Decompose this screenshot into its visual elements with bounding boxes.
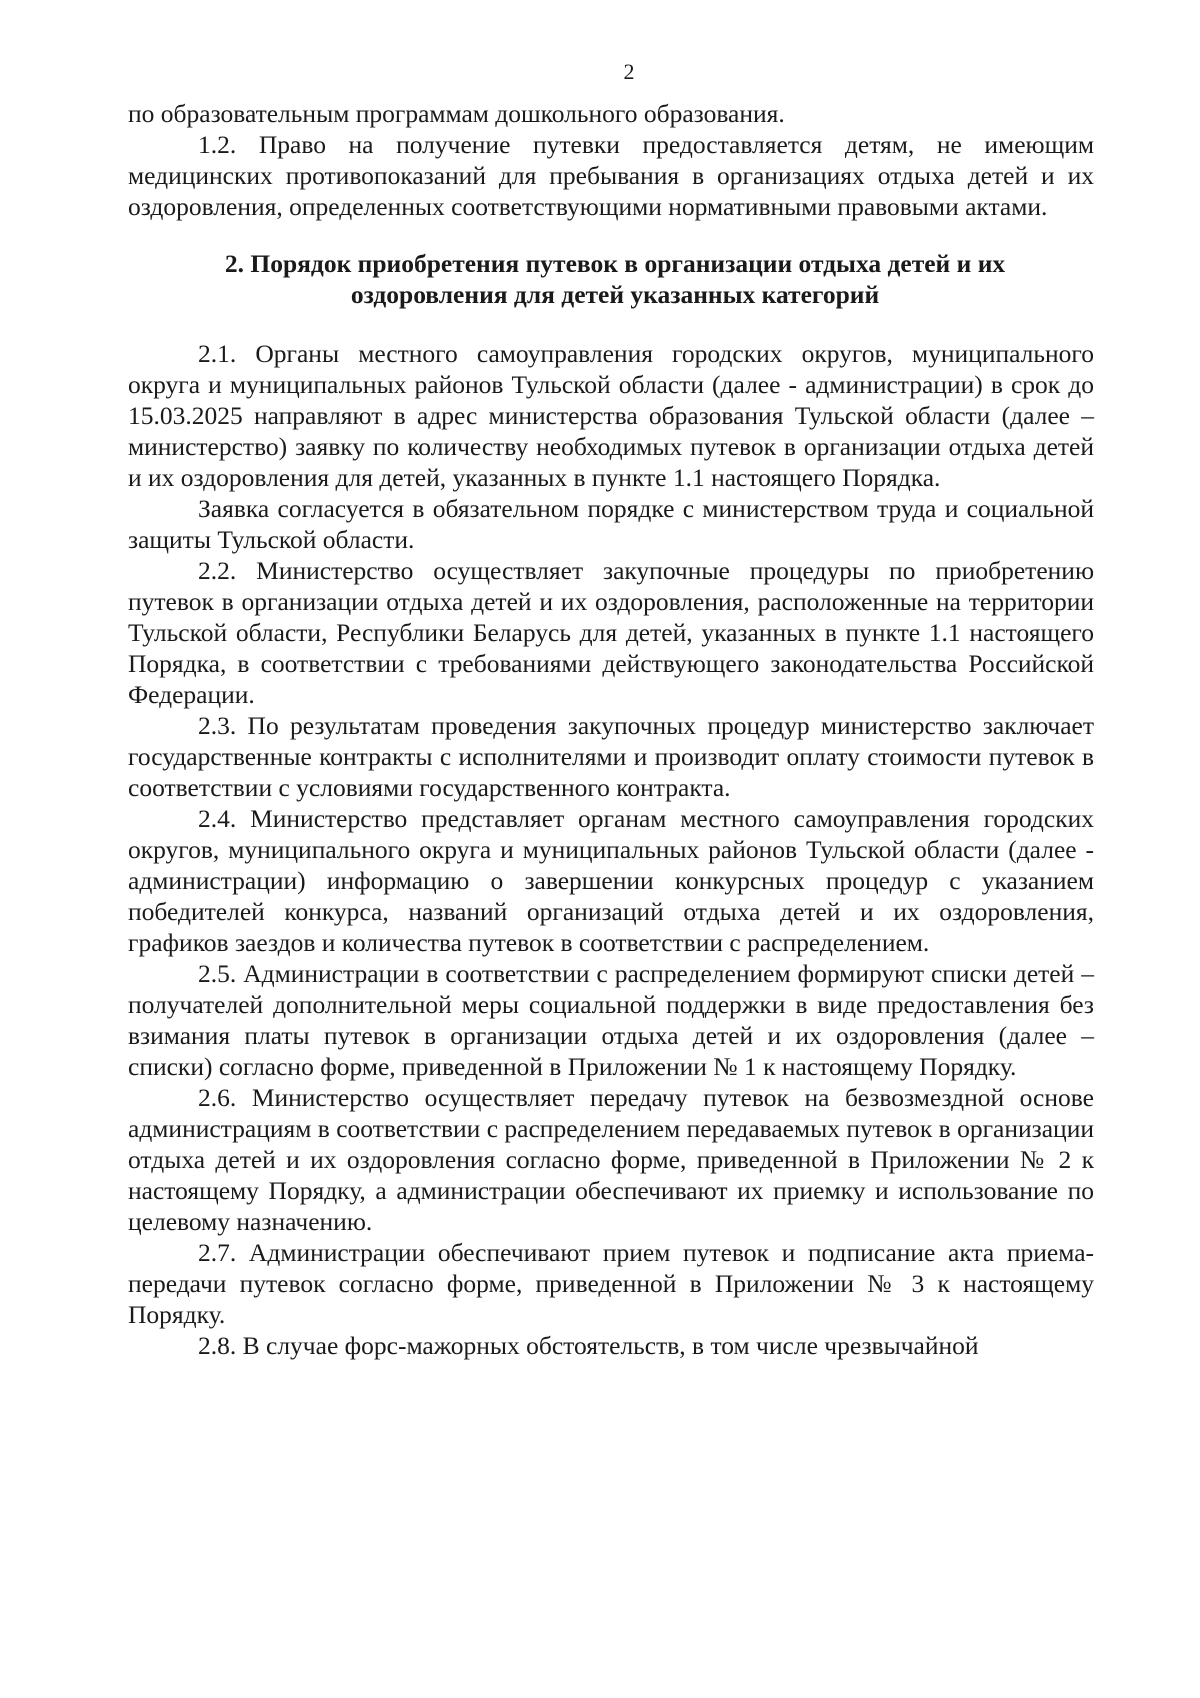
section-heading-line-2: оздоровления для детей указанных категорий [350, 280, 880, 309]
paragraph-1-2: 1.2. Право на получение путевки предоставляется детям, не имеющим медицинских противопоказаний для пребывания в организациях отдыха детей и их оздоровления, определенных соответствующими нормативными правовыми актами. [128, 130, 1094, 221]
page-number: 2 [623, 59, 635, 84]
paragraph-2-5: 2.5. Администрации в соответствии с распределением формируют списки детей – получателей дополнительной меры социальной поддержки в виде предоставления без взимания платы путевок в организации отдыха детей и их оздоровления (далее – списки) согласно форме, приведенной в Приложении № 1 к настоящему Порядку. [128, 959, 1094, 1081]
paragraph-2-8: 2.8. В случае форс-мажорных обстоятельств, в том числе чрезвычайной [198, 1331, 979, 1360]
paragraph-continuation: по образовательным программам дошкольного образования. [128, 99, 785, 128]
paragraph-2-1-note: Заявка согласуется в обязательном порядке с министерством труда и социальной защиты Тульской области. [128, 494, 1094, 554]
section-heading-line-1: 2. Порядок приобретения путевок в организации отдыха детей и их [224, 249, 1006, 278]
section-heading [128, 248, 1094, 310]
paragraph-2-1: 2.1. Органы местного самоуправления городских округов, муниципального округа и муниципальных районов Тульской области (далее - администрации) в срок до 15.03.2025 направляют в адрес министерства образования Тульской области (далее – министерство) заявку по количеству необходимых путевок в организации отдыха детей и их оздоровления для детей, указанных в пункте 1.1 настоящего Порядка. [128, 339, 1094, 492]
paragraph-2-4: 2.4. Министерство представляет органам местного самоуправления городских округов, муниципального округа и муниципальных районов Тульской области (далее - администрации) информацию о завершении конкурсных процедур с указанием победителей конкурса, названий организаций отдыха детей и их оздоровления, графиков заездов и количества путевок в соответствии с распределением. [128, 804, 1094, 957]
paragraph-2-6: 2.6. Министерство осуществляет передачу путевок на безвозмездной основе администрациям в соответствии с распределением передаваемых путевок в организации отдыха детей и их оздоровления согласно форме, приведенной в Приложении № 2 к настоящему Порядку, а администрации обеспечивают их приемку и использование по целевому назначению. [128, 1083, 1094, 1236]
paragraph-2-3: 2.3. По результатам проведения закупочных процедур министерство заключает государственные контракты с исполнителями и производит оплату стоимости путевок в соответствии с условиями государственного контракта. [128, 711, 1094, 802]
paragraph-2-2: 2.2. Министерство осуществляет закупочные процедуры по приобретению путевок в организации отдыха детей и их оздоровления, расположенные на территории Тульской области, Республики Беларусь для детей, указанных в пункте 1.1 настоящего Порядка, в соответствии с требованиями действующего законодательства Российской Федерации. [128, 556, 1094, 709]
paragraph-2-7: 2.7. Администрации обеспечивают прием путевок и подписание акта приема-передачи путевок согласно форме, приведенной в Приложении № 3 к настоящему Порядку. [128, 1238, 1094, 1329]
